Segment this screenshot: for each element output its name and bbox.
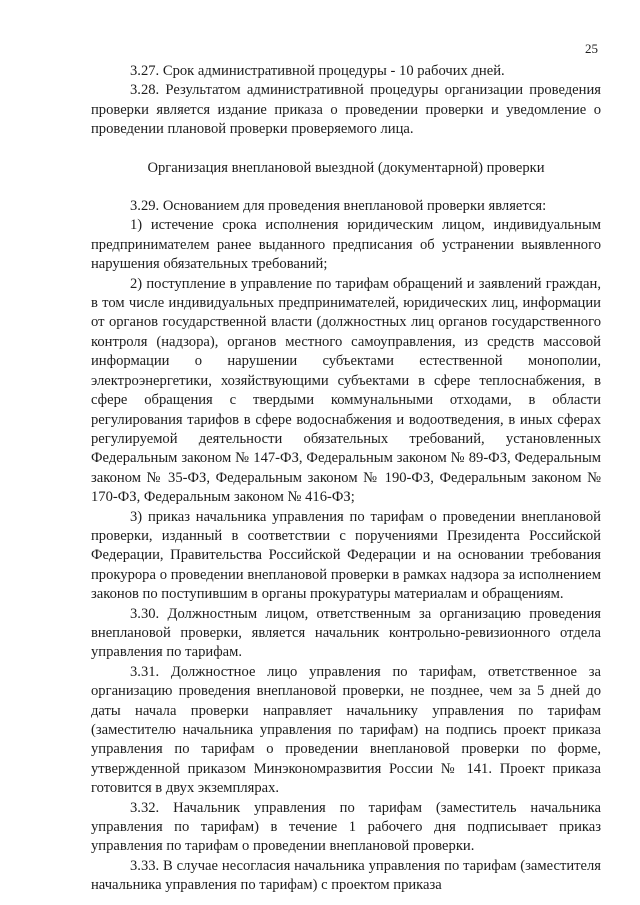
paragraph-3-32: 3.32. Начальник управления по тарифам (заместитель начальника управления по тарифам) в течение 1 рабочего дня подписывает приказ управления по тарифам о проведении внеплановой проверки. xyxy=(91,799,601,855)
paragraph-3-30: 3.30. Должностным лицом, ответственным за организацию проведения внеплановой проверки, является начальник контрольно-ревизионного отдела управления по тарифам. xyxy=(91,605,601,661)
paragraph-3-29-item-1: 1) истечение срока исполнения юридическим лицом, индивидуальным предпринимателем ранее выданного предписания об устранении выявленного нарушения обязательных требований; xyxy=(91,217,601,273)
section-heading: Организация внеплановой выездной (документарной) проверки xyxy=(147,159,545,176)
paragraph-3-27: 3.27. Срок административной процедуры - 10 рабочих дней. xyxy=(130,63,505,79)
paragraph-3-33: 3.33. В случае несогласия начальника управления по тарифам (заместителя начальника управления по тарифам) с проектом приказа xyxy=(91,857,601,894)
paragraph-3-29-item-3: 3) приказ начальника управления по тарифам о проведении внеплановой проверки, изданный в соответствии с поручениями Президента Российской Федерации, Правительства Российской Федерации и на основании требования прокурора о проведении внеплановой проверки в рамках надзора за исполнением законов по поступившим в органы прокуратуры материалам и обращениям. xyxy=(91,508,601,603)
document-body xyxy=(91,62,601,896)
page-number: 25 xyxy=(585,41,598,56)
paragraph-3-28: 3.28. Результатом административной процедуры организации проведения проверки является издание приказа о проведении проверки и уведомление о проведении плановой проверки проверяемого лица. xyxy=(91,82,601,138)
paragraph-3-31: 3.31. Должностное лицо управления по тарифам, ответственное за организацию проведения внеплановой проверки, не позднее, чем за 5 дней до даты начала проверки направляет начальнику управления по тарифам (заместителю начальника управления по тарифам) на подпись проект приказа управления по тарифам о проведении внеплановой проверки по форме, утвержденной приказом Минэкономразвития России № 141. Проект приказа готовится в двух экземплярах. xyxy=(91,663,601,797)
paragraph-3-29: 3.29. Основанием для проведения внеплановой проверки является: xyxy=(130,198,547,215)
paragraph-3-29-item-2: 2) поступление в управление по тарифам обращений и заявлений граждан, в том числе индивидуальных предпринимателей, юридических лиц, информации от органов государственной власти (должностных лиц органов государственного контроля (надзора), органов местного самоуправления, из средств массовой информации о нарушении субъектами естественной монополии, электроэнергетики, хозяйствующими субъектами в сфере теплоснабжения, в сфере обращения с твердыми коммунальными отходами, в области регулирования тарифов в сфере водоснабжения и водоотведения, в иных сферах регулируемой деятельности обязательных требований, установленных Федеральным законом № 147-ФЗ, Федеральным законом № 89-ФЗ, Федеральным законом № 35-ФЗ, Федеральным законом № 190-ФЗ, Федеральным законом № 170-ФЗ, Федеральным законом № 416-ФЗ; xyxy=(91,275,601,506)
